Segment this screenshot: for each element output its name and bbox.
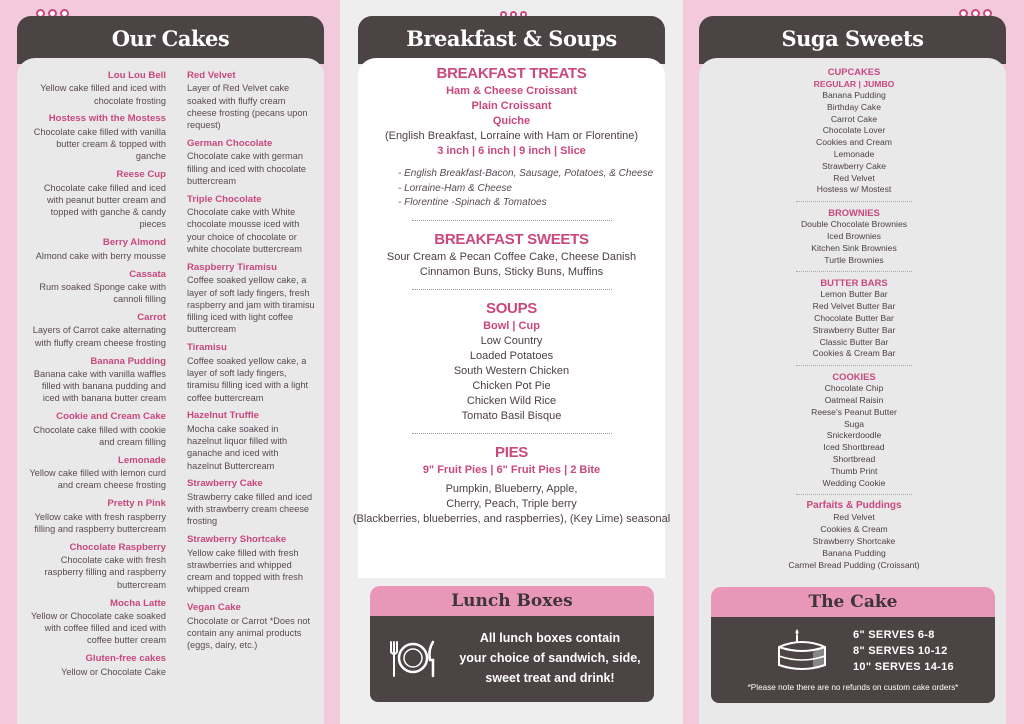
cookie-item: Oatmeal Raisin [824, 394, 884, 405]
cupcakes-heading: CUPCAKES [827, 66, 881, 77]
cupcake-item: Hostess w/ Mostest [816, 184, 892, 195]
cake-item: Strawberry Cake Strawberry cake filled and iced with strawberry cream cheese frosting [187, 478, 313, 527]
cupcake-item: Banana Pudding [822, 90, 886, 100]
cake-item: Carrot Layers of Carrot cake alternating with fluffy cream cheese frosting [32, 312, 166, 348]
suga-sweets-list [788, 66, 920, 571]
butter-bars-heading: BUTTER BARS [820, 277, 888, 289]
cake-item: Chocolate Raspberry Chocolate cake with fresh raspberry filling and raspberry buttercream [44, 541, 166, 590]
soup-item: Chicken Pot Pie [472, 379, 551, 392]
lunch-boxes-box [370, 616, 654, 702]
cookies-heading: COOKIES [832, 371, 876, 383]
cake-item: Strawberry Shortcake Yellow cake filled with fresh strawberries and whipped cream and topped with fresh whipped cream [187, 534, 303, 595]
soup-item: Chicken Wild Rice [466, 394, 557, 407]
divider [796, 201, 912, 202]
cake-item: Triple Chocolate Chocolate cake with White chocolate mousse iced with your choice of chocolate or white chocolate buttercream [187, 193, 302, 255]
treat-item: Quiche [492, 115, 531, 127]
brownies-heading: BROWNIES [828, 207, 880, 219]
cupcake-item: Lemonade [833, 148, 875, 159]
cookie-item: Suga [843, 418, 865, 429]
cake-serves: 6" SERVES 6-8 8" SERVES 10-12 10" SERVES 14-16 [853, 629, 954, 673]
suga-sweets-title: Suga Sweets [699, 16, 1006, 64]
divider [412, 220, 612, 221]
cake-item: Hazelnut Truffle Mocha cake soaked in hazelnut liquor filled with ganache and iced with hazelnut Buttercream [187, 410, 288, 471]
bar-item: Strawberry Butter Bar [812, 324, 896, 335]
divider [796, 494, 912, 495]
the-cake-title: The Cake [711, 587, 995, 617]
cake-item: Banana Pudding Banana cake with vanilla waffles filled with banana pudding and iced with banana butter cream [33, 355, 166, 404]
plate-cutlery-icon [388, 636, 438, 680]
breakfast-treats-heading: BREAKFAST TREATS [436, 65, 587, 82]
cupcakes-sizes: REGULAR | JUMBO [813, 79, 895, 89]
quiche-detail: - Florentine -Spinach & Tomatoes [398, 197, 547, 208]
brownie-item: Turtle Brownies [824, 254, 884, 265]
parfaits-heading: Parfaits & Puddings [806, 500, 902, 512]
cake-item: Mocha Latte Yellow or Chocolate cake soaked with coffee filled and iced with coffee butter cream [30, 597, 166, 646]
divider [412, 433, 612, 434]
cupcake-item: Birthday Cake [827, 101, 881, 112]
cupcake-item: Carrot Cake [830, 113, 878, 124]
breakfast-sweets-heading: BREAKFAST SWEETS [434, 230, 589, 248]
bar-item: Red Velvet Butter Bar [812, 301, 896, 312]
cake-item: Vegan Cake Chocolate or Carrot *Does not contain any animal products (eggs, dairy, etc.) [187, 602, 311, 651]
pies-line: (Blackberries, blueberries, and raspberries), (Key Lime) seasonal [352, 512, 671, 525]
brownie-item: Kitchen Sink Brownies [811, 242, 897, 253]
pies-line: Pumpkin, Blueberry, Apple, [445, 482, 578, 495]
parfait-item: Red Velvet [833, 512, 875, 523]
cookie-item: Wedding Cookie [822, 477, 886, 488]
divider [796, 365, 912, 366]
cakes-left-column [28, 70, 166, 684]
cake-item: Lemonade Yellow cake filled with lemon curd and cream cheese frosting [29, 454, 166, 491]
refund-note: *Please note there are no refunds on custom cake orders* [747, 683, 959, 692]
cake-item: Tiramisu Coffee soaked yellow cake, a layer of soft lady fingers, tiramisu filling iced with a light coffee buttercream [187, 342, 309, 403]
pies-sizes: 9" Fruit Pies | 6" Fruit Pies | 2 Bite [422, 463, 601, 476]
the-cake-box [711, 617, 995, 703]
soup-item: Tomato Basil Bisque [461, 409, 562, 422]
cookie-item: Snickerdoodle [826, 430, 882, 441]
breakfast-content [352, 64, 671, 527]
soup-item: Low Country [480, 334, 543, 347]
cake-item: Cookie and Cream Cake Chocolate cake filled with cookie and cream filling [33, 411, 166, 447]
lunch-boxes-text: All lunch boxes contain your choice of sandwich, side, sweet treat and drink! [459, 631, 641, 685]
parfait-item: Carmel Bread Pudding (Croissant) [788, 559, 920, 570]
lunch-boxes-title: Lunch Boxes [370, 586, 654, 616]
our-cakes-title: Our Cakes [17, 16, 324, 64]
parfait-item: Strawberry Shortcake [812, 535, 896, 546]
cake-item: Pretty n Pink Yellow cake with fresh raspberry filling and raspberry buttercream [34, 498, 166, 534]
treat-item: Ham & Cheese Croissant [446, 85, 577, 97]
quiche-detail: - English Breakfast-Bacon, Sausage, Potatoes, & Cheese [398, 168, 654, 179]
sweets-line: Cinnamon Buns, Sticky Buns, Muffins [419, 265, 604, 278]
breakfast-title: Breakfast & Soups [358, 16, 665, 64]
cake-item: Reese Cup Chocolate cake filled and iced with peanut butter cream and topped with ganche & candy pieces [43, 169, 166, 230]
cake-item: Berry Almond Almond cake with berry mousse [35, 237, 166, 261]
bar-item: Classic Butter Bar [819, 336, 889, 347]
pies-line: Cherry, Peach, Triple berry [446, 497, 577, 510]
cake-item: Gluten-free cakes Yellow or Chocolate Cake [61, 653, 166, 677]
cupcake-item: Chocolate Lover [822, 125, 886, 136]
treat-item: Plain Croissant [471, 100, 552, 112]
cupcake-item: Strawberry Cake [822, 160, 886, 171]
soup-item: Loaded Potatoes [469, 349, 554, 362]
divider [796, 271, 912, 272]
brownie-item: Iced Brownies [827, 230, 881, 241]
bar-item: Lemon Butter Bar [820, 289, 888, 300]
quiche-detail: - Lorraine-Ham & Cheese [398, 182, 512, 194]
parfait-item: Banana Pudding [822, 547, 886, 558]
parfait-item: Cookies & Cream [820, 524, 888, 535]
cake-item: Red Velvet Layer of Red Velvet cake soaked with fluffy cream cheese frosting (pecans upon request) [187, 70, 308, 131]
bar-item: Cookies & Cream Bar [812, 348, 896, 359]
soups-heading: SOUPS [485, 299, 537, 317]
soup-item: South Western Chicken [453, 364, 570, 377]
soups-sizes: Bowl | Cup [483, 319, 540, 332]
bar-item: Chocolate Butter Bar [814, 312, 894, 323]
cookie-item: Shortbread [832, 453, 876, 464]
cake-icon [773, 625, 831, 673]
cupcake-item: Red Velvet [833, 172, 875, 183]
divider [412, 289, 612, 290]
sweets-line: Sour Cream & Pecan Coffee Cake, Cheese Danish [386, 250, 637, 263]
cookie-item: Thumb Print [830, 465, 878, 476]
cookie-item: Reese's Peanut Butter [811, 406, 897, 417]
cakes-right-column [187, 70, 315, 658]
cake-item: Cassata Rum soaked Sponge cake with cannoli filling [39, 268, 166, 305]
cookie-item: Iced Shortbread [823, 442, 885, 453]
quiche-sizes: 3 inch | 6 inch | 9 inch | Slice [437, 145, 586, 157]
cookie-item: Chocolate Chip [824, 383, 884, 394]
cake-item: Lou Lou Bell Yellow cake filled and iced with chocolate frosting [40, 70, 166, 106]
cake-item: German Chocolate Chocolate cake with german filling and iced with chocolate buttercream [187, 138, 306, 186]
quiche-types: (English Breakfast, Lorraine with Ham or Florentine) [384, 130, 639, 142]
pies-heading: PIES [495, 443, 528, 461]
cake-item: Hostess with the Mostess Chocolate cake filled with vanilla butter cream & topped with ganche [33, 113, 166, 162]
cake-item: Raspberry Tiramisu Coffee soaked yellow cake, a layer of soft lady fingers, fresh raspberry and jam with tiramisu filling iced with light coffee buttercream [187, 261, 315, 335]
cupcake-item: Cookies and Cream [816, 137, 892, 148]
brownie-item: Double Chocolate Brownies [800, 219, 908, 230]
